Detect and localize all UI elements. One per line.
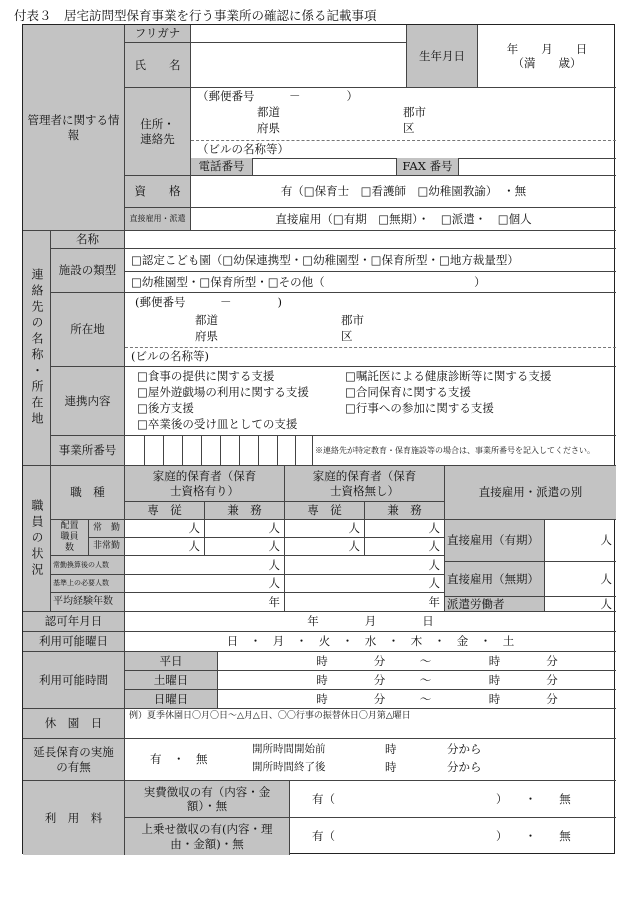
col1-fte[interactable]: 人: [125, 556, 285, 575]
qualification-label: 資 格: [125, 176, 191, 208]
sunday-label: 日曜日: [125, 690, 218, 709]
contact-fuken: 府県: [195, 329, 218, 343]
contact-building: (ビルの名称等): [131, 349, 209, 363]
contact-ku: 区: [341, 329, 353, 343]
staff-col2-header: 家庭的保育者（保育士資格無し）: [285, 466, 445, 502]
fax-label: FAX 番号: [397, 158, 459, 176]
job-type-label: 職 種: [51, 466, 125, 520]
assigned-staff-label: 配置職員数: [51, 520, 89, 556]
col1-senju-fulltime[interactable]: 人: [125, 520, 205, 538]
approval-date-field[interactable]: 年 月 日: [125, 612, 616, 632]
qualification-field[interactable]: 有（□保育士 □看護師 □幼稚園教諭） ・無: [191, 176, 616, 208]
extra-fee-label: 上乗せ徴収の有(内容・理由・金額)・無: [125, 818, 290, 855]
office-number-note: ※連絡先が特定教育・保育施設等の場合は、事業所番号を記入してください。: [313, 436, 616, 466]
emp-dispatch-value[interactable]: 人: [545, 597, 616, 612]
admin-building: （ビルの名称等）: [197, 142, 289, 156]
coop-item[interactable]: □行事への参加に関する支援: [345, 401, 494, 415]
phone-field[interactable]: [253, 158, 397, 176]
col1-kenmu: 兼 務: [205, 502, 285, 520]
birth-field[interactable]: [478, 25, 616, 88]
birth-label: 生年月日: [407, 25, 478, 88]
extra-fee-field[interactable]: 有（ ） ・ 無: [312, 829, 571, 844]
approval-date-label: 認可年月日: [23, 612, 125, 632]
emp-indefinite-label: 直接雇用（無期）: [445, 562, 545, 597]
col2-fte[interactable]: 人: [285, 556, 445, 575]
sunday-hours[interactable]: 時 分 ～ 時 分: [218, 690, 616, 709]
saturday-hours[interactable]: 時 分 ～ 時 分: [218, 671, 616, 690]
form-title: 付表３ 居宅訪問型保育事業を行う事業所の確認に係る記載事項: [14, 8, 377, 23]
extension-end-hour: 時: [385, 760, 397, 774]
staff-section-label: [23, 466, 51, 612]
col2-senju: 専 従: [285, 502, 365, 520]
facility-type-line1[interactable]: □認定こども園（□幼保連携型・□幼稚園型・□保育所型・□地方裁量型）: [125, 249, 616, 272]
emp-indefinite-value[interactable]: 人: [545, 562, 616, 597]
admin-section-label: 管理者に関する情報: [23, 25, 125, 231]
coop-item[interactable]: □卒業後の受け皿としての支援: [137, 417, 298, 431]
col1-kenmu-fulltime[interactable]: 人: [205, 520, 285, 538]
extension-start-min: 分から: [447, 742, 482, 756]
facility-type-label: 施設の類型: [51, 249, 125, 293]
col1-required[interactable]: 人: [125, 575, 285, 593]
available-hours-label: 利用可能時間: [23, 652, 125, 709]
name-label: 氏 名: [125, 43, 191, 88]
coop-item[interactable]: □後方支援: [137, 401, 194, 415]
extension-yes-no[interactable]: 有 ・ 無: [150, 752, 208, 766]
parttime-label: 非常勤: [89, 538, 125, 556]
col1-senju: 専 従: [125, 502, 205, 520]
emp-fixed-term-value[interactable]: 人: [545, 520, 616, 562]
furigana-field[interactable]: [191, 25, 407, 43]
staff-col1-header: 家庭的保育者（保育士資格有り）: [125, 466, 285, 502]
required-label: 基準上の必要人数: [51, 575, 125, 593]
weekday-label: 平日: [125, 652, 218, 671]
admin-fuken: 府県: [257, 121, 280, 135]
contact-todo: 都道: [195, 313, 218, 327]
admin-ku: 区: [403, 121, 415, 135]
coop-item[interactable]: □嘱託医による健康診断等に関する支援: [345, 369, 552, 383]
extension-label: 延長保育の実施の有無: [23, 739, 125, 781]
emp-dispatch-label: 派遣労働者: [445, 597, 545, 612]
address-label: 住所・連絡先: [125, 88, 191, 176]
contact-gunshi: 郡市: [341, 313, 364, 327]
coop-item[interactable]: □合同保育に関する支援: [345, 385, 471, 399]
saturday-label: 土曜日: [125, 671, 218, 690]
contact-name-field[interactable]: [125, 231, 616, 249]
furigana-label: フリガナ: [125, 25, 191, 43]
admin-todo: 都道: [257, 105, 280, 119]
employment-label: 直接雇用・派遣: [125, 208, 191, 231]
admin-postal: （郵便番号 － ）: [197, 89, 358, 103]
col1-senju-parttime[interactable]: 人: [125, 538, 205, 556]
form-sheet: [22, 24, 615, 854]
col2-senju-parttime[interactable]: 人: [285, 538, 365, 556]
col2-required[interactable]: 人: [285, 575, 445, 593]
staff-section-text: 職員の状況: [30, 498, 44, 579]
col2-senju-fulltime[interactable]: 人: [285, 520, 365, 538]
office-number-label: 事業所番号: [51, 436, 125, 466]
extension-end-label: 開所時間終了後: [252, 761, 326, 773]
holiday-field[interactable]: [125, 709, 616, 739]
emp-fixed-term-label: 直接雇用（有期）: [445, 520, 545, 562]
fte-label: 常勤換算後の人数: [51, 556, 125, 575]
col2-kenmu: 兼 務: [365, 502, 445, 520]
col2-kenmu-parttime[interactable]: 人: [365, 538, 445, 556]
office-number-field[interactable]: [125, 436, 313, 466]
available-days-label: 利用可能曜日: [23, 632, 125, 652]
phone-label: 電話番号: [191, 158, 253, 176]
location-label: 所在地: [51, 293, 125, 367]
birth-value: 年 月 日: [506, 41, 588, 56]
contact-name-label: 名称: [51, 231, 125, 249]
contact-section-label: [23, 231, 51, 466]
fax-field[interactable]: [459, 158, 616, 176]
name-field[interactable]: [191, 43, 407, 88]
fulltime-label: 常 勤: [89, 520, 125, 538]
avg-experience-label: 平均経験年数: [51, 593, 125, 612]
contact-section-text: 連絡先の名称・所在地: [30, 268, 44, 428]
admin-gunshi: 郡市: [403, 105, 426, 119]
coop-label: 連携内容: [51, 367, 125, 436]
age-value: （満 歳）: [512, 56, 582, 70]
extension-start-label: 開所時間開始前: [252, 743, 326, 755]
contact-postal: (郵便番号 － ): [135, 295, 282, 309]
employment-field[interactable]: 直接雇用（□有期 □無期）・ □派遣・ □個人: [191, 208, 616, 231]
extension-start-hour: 時: [385, 742, 397, 756]
extension-end-min: 分から: [447, 760, 482, 774]
actual-cost-field[interactable]: 有（ ） ・ 無: [290, 781, 616, 818]
weekday-hours[interactable]: 時 分 ～ 時 分: [218, 652, 616, 671]
fee-label: 利 用 料: [23, 781, 125, 855]
facility-type-line2[interactable]: □幼稚園型・□保育所型・□その他（ ）: [125, 272, 616, 293]
available-days-field[interactable]: 日 ・ 月 ・ 火 ・ 水 ・ 木 ・ 金 ・ 土: [125, 632, 616, 652]
col2-experience[interactable]: 年: [285, 593, 445, 612]
staff-col3-header: 直接雇用・派遣の別: [445, 466, 616, 520]
actual-cost-label: 実費徴収の有（内容・金額）・無: [125, 781, 290, 818]
holiday-label: 休 園 日: [23, 709, 125, 739]
col2-kenmu-fulltime[interactable]: 人: [365, 520, 445, 538]
coop-item[interactable]: □食事の提供に関する支援: [137, 369, 275, 383]
coop-item[interactable]: □屋外遊戯場の利用に関する支援: [137, 385, 309, 399]
col1-kenmu-parttime[interactable]: 人: [205, 538, 285, 556]
col1-experience[interactable]: 年: [125, 593, 285, 612]
holiday-example: 例）夏季休園日〇月〇日～△月△日、〇〇行事の振替休日〇月第△曜日: [129, 711, 411, 721]
